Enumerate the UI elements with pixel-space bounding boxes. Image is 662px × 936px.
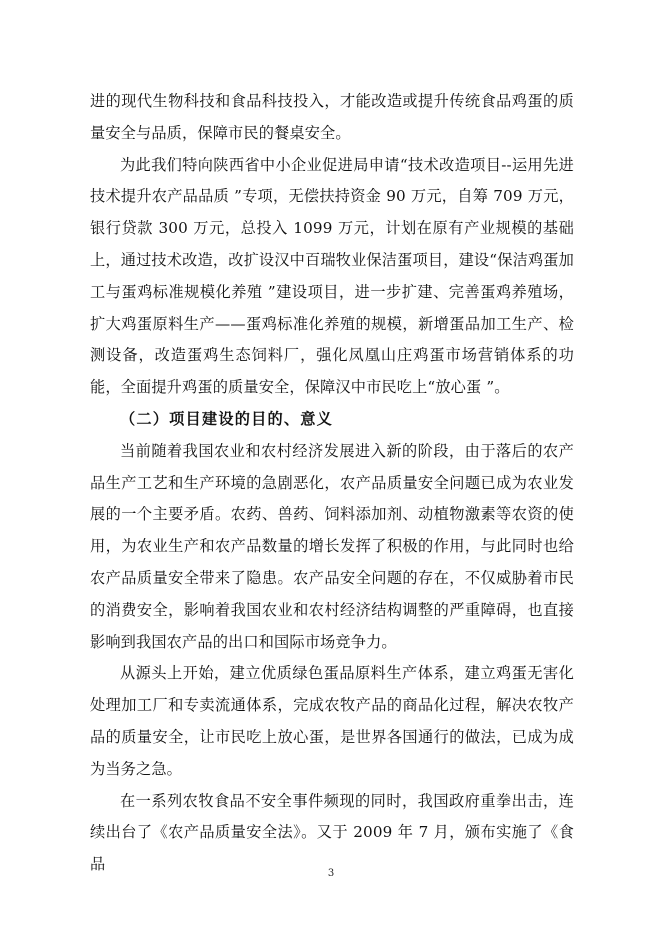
paragraph-source-system: 从源头上开始，建立优质绿色蛋品原料生产体系，建立鸡蛋无害化处理加工厂和专卖流通体系，完成农牧产品的商品化过程，解决农牧产品的质量安全，让市民吃上放心蛋，是世界各国通行的做法，已成为成为当务之急。 <box>90 664 574 778</box>
document-body <box>90 86 574 881</box>
paragraph-continuation: 进的现代生物科技和食品科技投入，才能改造或提升传统食品鸡蛋的质量安全与品质，保障市民的餐桌安全。 <box>90 92 574 142</box>
paragraph-application-plan: 为此我们特向陕西省中小企业促进局申请“技术改造项目--运用先进技术提升农产品品质 ”专项，无偿扶持资金 90 万元，自筹 709 万元，银行贷款 300 万元，总投入 1099 万元，计划在原有产业规模的基础上，通过技术改造，改扩设汉中百瑞牧业保洁蛋项目，建设“保洁鸡蛋加工与蛋鸡标准规模化养殖 ”建设项目，进一步扩建、完善蛋鸡养殖场，扩大鸡蛋原料生产——蛋鸡标准化养殖的规模，新增蛋品加工生产、检测设备，改造蛋鸡生态饲料厂，强化凤凰山庄鸡蛋市场营销体系的功能，全面提升鸡蛋的质量安全，保障汉中市民吃上“放心蛋 ”。 <box>90 155 574 397</box>
section-heading-purpose: （二）项目建设的目的、意义 <box>120 409 334 428</box>
paragraph-government-policy: 在一系列农牧食品不安全事件频现的同时，我国政府重拳出击，连续出台了《农产品质量安全法》。又于 2009 年 7 月，颁布实施了《食品 <box>90 791 574 874</box>
page-number: 3 <box>327 868 335 879</box>
paragraph-agriculture-context: 当前随着我国农业和农村经济发展进入新的阶段，由于落后的农产品生产工艺和生产环境的急剧恶化，农产品质量安全问题已成为农业发展的一个主要矛盾。农药、兽药、饲料添加剂、动植物激素等农资的使用，为农业生产和农产品数量的增长发挥了积极的作用，与此同时也给农产品质量安全带来了隐患。农产品安全问题的存在，不仅威胁着市民的消费安全，影响着我国农业和农村经济结构调整的严重障碍，也直接影响到我国农产品的出口和国际市场竞争力。 <box>90 441 574 651</box>
